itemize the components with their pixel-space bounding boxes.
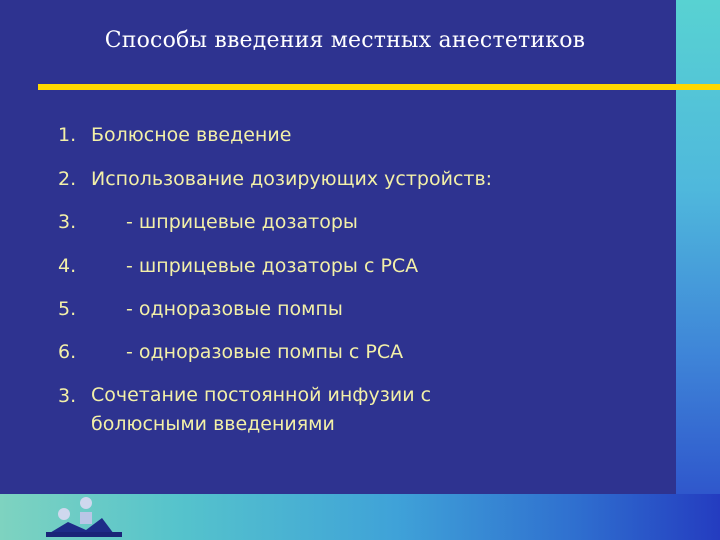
- list-item-number: 3.: [58, 385, 77, 407]
- people-logo-icon: [40, 494, 130, 540]
- right-gradient-bar: [676, 0, 720, 540]
- list-item-number: 4.: [58, 255, 77, 277]
- list-item-text: - шприцевые дозаторы: [126, 211, 358, 233]
- list-item-number: 5.: [58, 298, 77, 320]
- slide-title: Способы введения местных анестетиков: [104, 28, 586, 53]
- list-item-number: 3.: [58, 211, 77, 233]
- list-item-number: 2.: [58, 168, 77, 190]
- list-item-text: Болюсное введение: [91, 124, 292, 146]
- list-item-text: - шприцевые дозаторы с PCA: [126, 255, 419, 277]
- list-item-text: - одноразовые помпы с PCA: [126, 341, 404, 363]
- list-item-number: 6.: [58, 341, 77, 363]
- title-divider: [38, 84, 720, 90]
- list-item-text: - одноразовые помпы: [126, 298, 343, 320]
- list-item-text: Сочетание постоянной инфузии с болюсными введениями: [91, 384, 432, 435]
- list-item-text: Использование дозирующих устройств:: [91, 168, 493, 190]
- list-item-number: 1.: [58, 124, 77, 146]
